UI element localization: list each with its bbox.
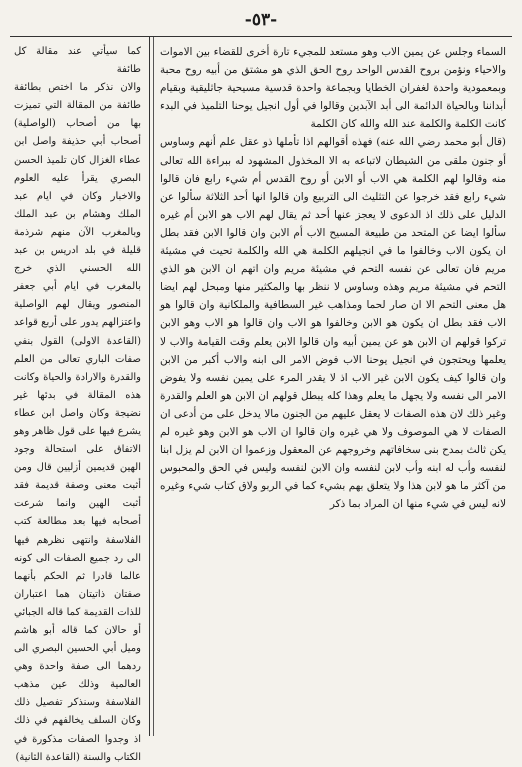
column-divider (149, 37, 150, 736)
side-column (10, 43, 144, 763)
main-paragraph: (قال أبو محمد رضي الله عنه) فهذه أقوالهم اذا تأملها ذو عقل علم أنهم وساوس أو جنون ملقى من الشيطان لاتباعه به الا المخذول المشهود له ببراءة الله تعالى منه وقالوا لهم الكلمة هي الاب أو الابن أو روح القدس أم شيء رابع فان قالوا شيء رابع فقد خرجوا عن التثليث الى التربيع وان قالوا انها أحد الثلاثة سألوا عن الدليل على ذلك اذ الدعوى لا يعجز عنها أحد ثم يقال لهم الاب هو الابن أم غيره سألوا ايضا عن المتحد من طبيعة المسيح الاب أم الابن وان قالوا الابن فقد بطل ان يكون الاب وخالفوا ما في انجيلهم الكلمة هي الله والكلمة تحيت في مشيئة مريم فان تعالى عن نفسه التحم في مشيئة مريم وان اتهم ان الابن هو الذي التحم في مشيئة مريم وهذه وساوس لا ننظر بها والمكثير منها ومبحل لهم ايضا هل معنى التحم الا ان صار لحما ومذاهب غير السطافية والملكانية وان قالوا هو الاب فقد بطل ان يكون هو الابن وخالفوا هو الاب وان قالوا هو الاب وهو الابن تركوا قولهم ان الابن هو عن يمين أبيه وان قالوا الابن يعلم وقت القيامة والاب لا يعلمها ويحتجون في انجيل يوحنا الاب فوض الامر الى ابنه والاب أكبر من الابن وان قالوا كيف يكون الابن غير الاب اذ لا يقدر المرء على يمين نفسه ولا يفوض الامر الى نفسه ولا يجهل ما يعلم وهذا كله يبطل قولهم ان الابن هو العلم والقدرة وغير ذلك لان هذه الصفات لا يعقل عليهم من الجنون مالا يدخل على من أدعى ان الصفات لا هي الموصوف ولا هي غيره وان قالوا ان الاب هو الابن وهو غيره لم يكن ثالث بمدح بنى سخافاتهم وخروجهم عن المعقول وزعموا ان الابن لم يزل ابنا لنفسه وأب له ابنه وأب لابن لنفسه وان الابن لنفسه وليس في الحق والمحبوس من آكثر ما هو لابن هذا ولا يتعلق بهم بشيء كما في الربو ولاق كتاب شيء وغيره لانه ليس في شيء منها ان المراد بما ذكر (160, 136, 506, 511)
side-paragraph: والان نذكر ما اختص بطائفة طائفة من المقالة التي تميزت بها من أصحاب (الواصلية) أصحاب أبي حذيفة واصل ابن عطاء الغزال كان تلميذ الحسن البصري يقرأ عليه العلوم والاخبار وكان في ايام عبد الملك وهشام بن عبد الملك وبالمغرب الآن منهم شرذمة قليلة في بلد ادريس بن عبد الله الحسني الذي خرج بالمغرب في ايام أبي جعفر المنصور ويقال لهم الواصلية واعتزالهم يدور على أربع قواعد (القاعدة الاولى) القول بنفي صفات الباري تعالى من العلم والقدرة والارادة والحياة وكانت هذه المقالة في بدئها غير نضيجة وكان واصل ابن عطاء يشرع فيها على قول ظاهر وهو الاتفاق على استحالة وجود الهين قديمين أزليين قال ومن أثبت معنى وصفة قديمة فقد أثبت الهين وانما شرعت أصحابه فيها بعد مطالعة كتب الفلاسفة وانتهى نظرهم فيها الى رد جميع الصفات الى كونه عالما قادرا ثم الحكم بأنهما صفتان ذاتيتان هما اعتباران للذات القديمة كما قاله الجبائي أو حالان كما قاله أبو هاشم وميل أبي الحسين البصري الى ردهما الى صفة واحدة وهي العالمية وذلك عين مذهب الفلاسفة وسنذكر تفصيل ذلك وكان السلف يخالفهم في ذلك اذ وجدوا الصفات مذكورة في الكتاب والسنة (القاعدة الثانية) (14, 82, 141, 763)
side-paragraph: كما سيأتي عند مقالة كل طائفة (14, 46, 141, 76)
main-column (156, 43, 512, 736)
main-paragraph: السماء وجلس عن يمين الاب وهو مستعد للمجيء تارة أخرى للقضاء بين الاموات والاحياء ونؤمن بروح القدس الواحد روح الحق الذي هو مشتق من أبيه روح محبة وبمعمودية واحدة لغفران الخطايا وبجماعة واحدة قدسية مسيحية جاثليقية وبقيام أبداننا وبالحياة الدائمة الى أبد الآبدين وقالوا في أول انجيل يوحنا التلميذ في البدء كانت الكلمة والكلمة عند الله والله كان الكلمة (160, 46, 506, 131)
page-number: -٥٣- (244, 10, 278, 30)
text-frame (10, 36, 512, 763)
